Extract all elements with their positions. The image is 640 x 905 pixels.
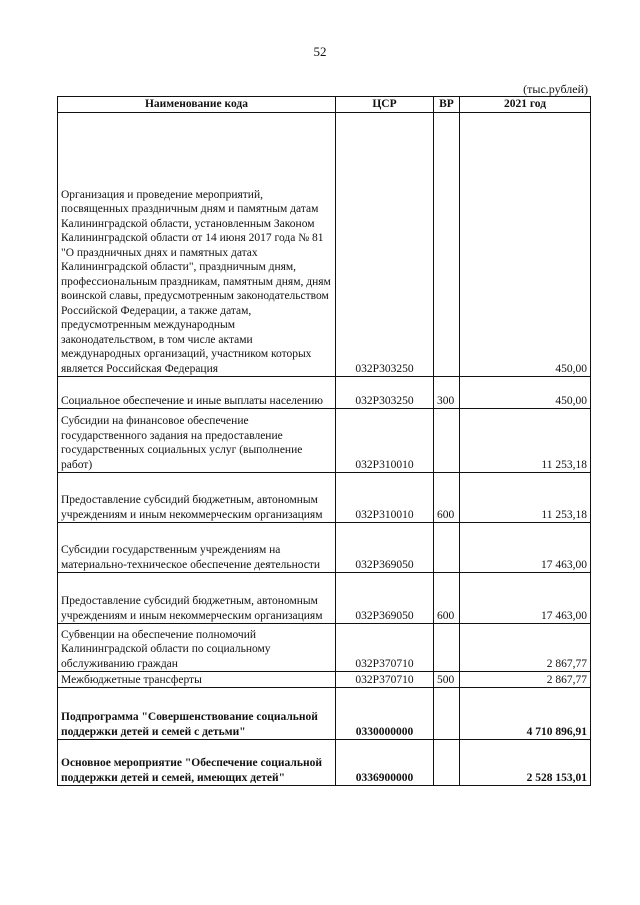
table-row [58,573,591,624]
table-row [58,113,591,377]
row-vr: 500 [434,672,460,688]
row-amount: 2 867,77 [460,672,591,688]
row-amount: 17 463,00 [460,523,591,573]
row-name: Социальное обеспечение и иные выплаты населению [58,377,336,409]
row-vr [434,740,460,786]
row-csr: 0336900000 [336,740,434,786]
row-csr: 032P369050 [336,573,434,624]
row-amount: 11 253,18 [460,473,591,523]
row-amount: 11 253,18 [460,409,591,473]
table-row [58,688,591,740]
header-row [58,97,591,113]
row-name: Субсидии государственным учреждениям на материально-техническое обеспечение деятельности [58,523,336,573]
row-amount: 450,00 [460,377,591,409]
row-vr [434,113,460,377]
header-year: 2021 год [460,97,591,113]
header-csr: ЦСР [336,97,434,113]
table-row [58,377,591,409]
row-vr: 300 [434,377,460,409]
units-label: (тыс.рублей) [523,82,588,96]
row-csr: 032P370710 [336,672,434,688]
table-row [58,624,591,672]
row-name: Субсидии на финансовое обеспечение государственного задания на предоставление государственных социальных услуг (выполнение работ) [58,409,336,473]
table-row [58,672,591,688]
row-name: Организация и проведение мероприятий, посвященных праздничным дням и памятным датам Калининградской области, установленным Законом Калининградской области от 14 июня 2017 года № 81 "О праздничных днях и памятных датах Калининградской области", праздничным дням, профессиональным праздникам, памятным дням, дням воинской славы, предусмотренным законодательством Российской Федерации, а также датам, предусмотренным международным законодательством, в том числе актами международных организаций, участником которых является Российская Федерация [58,113,336,377]
table-row [58,523,591,573]
row-csr: 0330000000 [336,688,434,740]
row-amount: 450,00 [460,113,591,377]
row-vr [434,624,460,672]
table-row [58,740,591,786]
row-name: Межбюджетные трансферты [58,672,336,688]
row-csr: 032P369050 [336,523,434,573]
row-name: Основное мероприятие "Обеспечение социальной поддержки детей и семей, имеющих детей" [58,740,336,786]
row-name: Подпрограмма "Совершенствование социальной поддержки детей и семей с детьми" [58,688,336,740]
header-vr: ВР [434,97,460,113]
row-name: Субвенции на обеспечение полномочий Калининградской области по социальному обслуживанию граждан [58,624,336,672]
header-name: Наименование кода [58,97,336,113]
row-csr: 032P370710 [336,624,434,672]
row-csr: 032P303250 [336,377,434,409]
row-vr: 600 [434,473,460,523]
row-name: Предоставление субсидий бюджетным, автономным учреждениям и иным некоммерческим организациям [58,473,336,523]
row-vr [434,409,460,473]
row-csr: 032P310010 [336,409,434,473]
row-vr [434,523,460,573]
row-amount: 17 463,00 [460,573,591,624]
row-amount: 2 867,77 [460,624,591,672]
row-amount: 2 528 153,01 [460,740,591,786]
row-vr [434,688,460,740]
row-vr: 600 [434,573,460,624]
page-number: 52 [313,44,327,59]
row-csr: 032P303250 [336,113,434,377]
budget-table [57,96,591,786]
table-row [58,473,591,523]
row-amount: 4 710 896,91 [460,688,591,740]
row-name: Предоставление субсидий бюджетным, автономным учреждениям и иным некоммерческим организациям [58,573,336,624]
table-row [58,409,591,473]
row-csr: 032P310010 [336,473,434,523]
